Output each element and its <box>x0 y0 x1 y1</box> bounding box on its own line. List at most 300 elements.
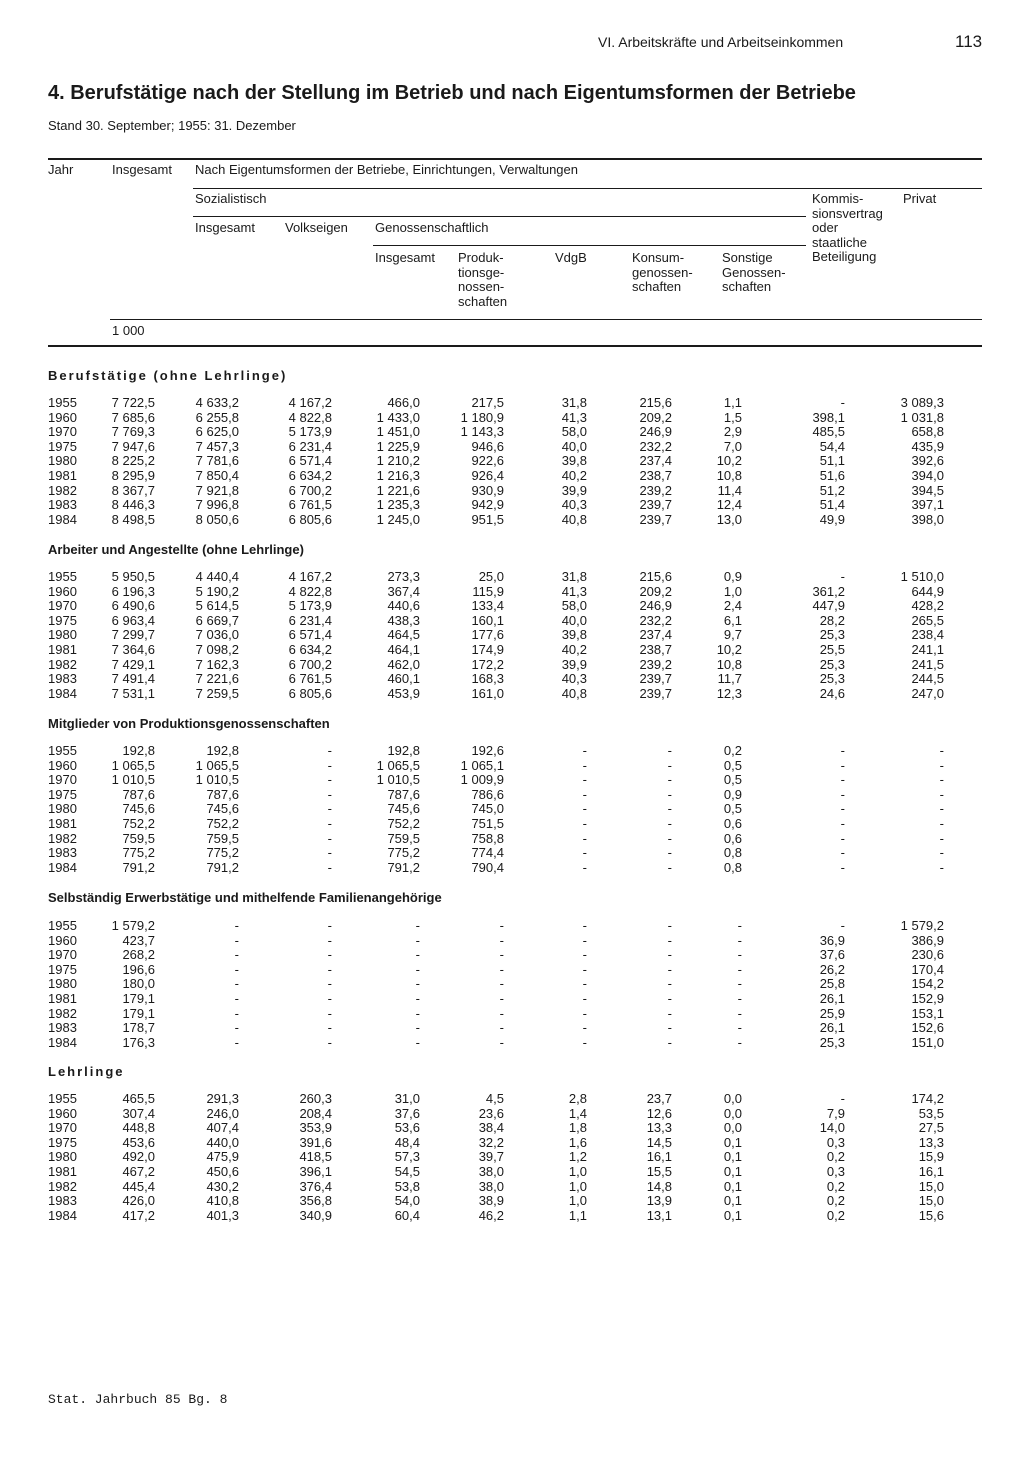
cell-privat: 1 510,0 <box>900 569 944 584</box>
cell-konsumgenossenschaften: 16,1 <box>646 1149 672 1165</box>
cell-produktionsgenossenschaften: 930,9 <box>471 482 504 498</box>
header-unit-rule <box>110 319 982 320</box>
cell-produktionsgenossenschaften: 115,9 <box>472 583 504 599</box>
header-konsumgenossenschaften-line: genossen- <box>632 264 693 280</box>
cell-gen-insgesamt: - <box>415 976 420 992</box>
cell-gen-insgesamt: 791,2 <box>387 859 420 875</box>
cell-kommissionsvertrag: - <box>840 757 845 773</box>
cell-jahr: 1984 <box>48 859 77 875</box>
cell-soz-insgesamt: 775,2 <box>206 845 239 861</box>
cell-sonstige-genossenschaften: 0,6 <box>723 816 742 831</box>
header-kommissionsvertrag <box>812 192 883 265</box>
header-volkseigen: Volkseigen <box>285 220 348 235</box>
cell-privat: 174,2 <box>911 1091 944 1106</box>
cell-privat: 154,2 <box>911 976 944 992</box>
cell-privat: 241,5 <box>911 656 944 672</box>
table-row <box>0 1136 1024 1151</box>
cell-gen-insgesamt: 31,0 <box>394 1091 420 1106</box>
cell-volkseigen: - <box>327 859 332 875</box>
cell-privat: 170,4 <box>911 961 944 977</box>
cell-produktionsgenossenschaften: 751,5 <box>471 816 504 831</box>
cell-soz-insgesamt: 7 036,0 <box>195 627 239 643</box>
cell-vdgb: 39,8 <box>561 453 587 469</box>
cell-kommissionsvertrag: - <box>840 772 845 788</box>
cell-konsumgenossenschaften: 14,8 <box>646 1178 672 1194</box>
table-row <box>0 992 1024 1007</box>
cell-sonstige-genossenschaften: - <box>737 961 742 977</box>
cell-volkseigen: - <box>327 845 332 861</box>
cell-jahr: 1981 <box>48 642 77 657</box>
cell-sonstige-genossenschaften: - <box>737 1020 742 1036</box>
table-row <box>0 1107 1024 1122</box>
cell-produktionsgenossenschaften: 758,8 <box>471 830 504 846</box>
cell-insgesamt: 417,2 <box>122 1207 155 1223</box>
cell-jahr: 1980 <box>48 453 77 469</box>
header-privat: Privat <box>903 191 937 206</box>
table-row <box>0 1209 1024 1224</box>
cell-konsumgenossenschaften: 209,2 <box>639 583 672 599</box>
cell-kommissionsvertrag: 26,1 <box>819 991 845 1006</box>
cell-volkseigen: 376,4 <box>299 1178 332 1194</box>
cell-vdgb: 1,6 <box>568 1134 587 1150</box>
cell-produktionsgenossenschaften: 161,0 <box>471 685 504 701</box>
cell-volkseigen: 208,4 <box>299 1105 332 1121</box>
cell-privat: 241,1 <box>911 642 944 657</box>
cell-vdgb: 2,8 <box>568 1091 587 1106</box>
table-row <box>0 963 1024 978</box>
table-row <box>0 658 1024 673</box>
cell-insgesamt: 448,8 <box>122 1120 155 1136</box>
cell-privat: 392,6 <box>911 453 944 469</box>
cell-insgesamt: 7 429,1 <box>111 656 155 672</box>
cell-produktionsgenossenschaften: 942,9 <box>471 497 504 513</box>
page-number: 113 <box>955 32 983 51</box>
cell-konsumgenossenschaften: 238,7 <box>639 642 672 657</box>
cell-soz-insgesamt: 7 996,8 <box>195 497 239 513</box>
cell-jahr: 1981 <box>48 468 77 483</box>
cell-konsumgenossenschaften: 14,5 <box>646 1134 672 1150</box>
cell-konsumgenossenschaften: - <box>667 845 672 861</box>
cell-soz-insgesamt: 450,6 <box>206 1164 239 1179</box>
cell-konsumgenossenschaften: 232,2 <box>639 612 672 628</box>
table-title: 4. Berufstätige nach der Stellung im Betrieb und nach Eigentumsformen der Betriebe <box>48 82 856 104</box>
cell-kommissionsvertrag: 28,2 <box>819 612 845 628</box>
cell-sonstige-genossenschaften: 0,1 <box>723 1193 742 1209</box>
cell-volkseigen: 6 634,2 <box>288 468 332 483</box>
cell-sonstige-genossenschaften: 0,5 <box>723 757 742 773</box>
section-title: Berufstätige (ohne Lehrlinge) <box>48 368 288 383</box>
table-row <box>0 934 1024 949</box>
table-row <box>0 817 1024 832</box>
cell-sonstige-genossenschaften: 0,0 <box>723 1091 742 1106</box>
cell-sonstige-genossenschaften: 10,2 <box>716 642 742 657</box>
cell-konsumgenossenschaften: 238,7 <box>639 468 672 483</box>
cell-privat: 27,5 <box>918 1120 944 1136</box>
cell-vdgb: - <box>582 801 587 817</box>
cell-privat: 230,6 <box>911 947 944 963</box>
cell-konsumgenossenschaften: - <box>667 1020 672 1036</box>
cell-soz-insgesamt: 6 669,7 <box>195 612 239 628</box>
cell-soz-insgesamt: 410,8 <box>206 1193 239 1209</box>
cell-insgesamt: 6 196,3 <box>111 583 155 599</box>
cell-produktionsgenossenschaften: - <box>499 1020 504 1036</box>
cell-soz-insgesamt: - <box>234 918 239 933</box>
cell-insgesamt: 465,5 <box>122 1091 155 1106</box>
cell-vdgb: - <box>582 991 587 1006</box>
cell-soz-insgesamt: - <box>234 1005 239 1021</box>
header-kommissionsvertrag-line: staatliche <box>812 234 867 250</box>
cell-privat: - <box>939 830 944 846</box>
cell-vdgb: 58,0 <box>561 424 587 440</box>
cell-jahr: 1980 <box>48 801 77 817</box>
cell-soz-insgesamt: - <box>234 991 239 1006</box>
cell-sonstige-genossenschaften: 0,9 <box>723 569 742 584</box>
cell-soz-insgesamt: 192,8 <box>206 743 239 758</box>
cell-soz-insgesamt: 430,2 <box>206 1178 239 1194</box>
table-row <box>0 744 1024 759</box>
cell-vdgb: - <box>582 845 587 861</box>
cell-soz-insgesamt: - <box>234 947 239 963</box>
cell-volkseigen: - <box>327 947 332 963</box>
cell-sonstige-genossenschaften: 0,1 <box>723 1207 742 1223</box>
cell-insgesamt: 445,4 <box>122 1178 155 1194</box>
cell-sonstige-genossenschaften: 0,5 <box>723 772 742 788</box>
cell-konsumgenossenschaften: 237,4 <box>639 627 672 643</box>
cell-konsumgenossenschaften: 15,5 <box>646 1164 672 1179</box>
cell-produktionsgenossenschaften: 4,5 <box>485 1091 504 1106</box>
cell-vdgb: - <box>582 918 587 933</box>
cell-soz-insgesamt: - <box>234 961 239 977</box>
cell-kommissionsvertrag: 24,6 <box>819 685 845 701</box>
cell-produktionsgenossenschaften: 174,9 <box>471 642 504 657</box>
cell-kommissionsvertrag: - <box>840 830 845 846</box>
cell-kommissionsvertrag: - <box>840 859 845 875</box>
cell-insgesamt: 176,3 <box>122 1034 155 1050</box>
cell-gen-insgesamt: 775,2 <box>387 845 420 861</box>
cell-sonstige-genossenschaften: 1,5 <box>723 409 742 425</box>
cell-volkseigen: 6 231,4 <box>288 438 332 454</box>
cell-kommissionsvertrag: 51,6 <box>819 468 845 483</box>
cell-kommissionsvertrag: 0,2 <box>826 1193 845 1209</box>
cell-volkseigen: 4 822,8 <box>288 583 332 599</box>
cell-privat: 151,0 <box>911 1034 944 1050</box>
cell-produktionsgenossenschaften: 951,5 <box>471 511 504 527</box>
cell-privat: 15,9 <box>918 1149 944 1165</box>
cell-konsumgenossenschaften: 239,7 <box>639 511 672 527</box>
table-row <box>0 1092 1024 1107</box>
table-row <box>0 425 1024 440</box>
header-produktionsgenossenschaften-line: nossen- <box>458 279 505 295</box>
cell-soz-insgesamt: 1 010,5 <box>195 772 239 788</box>
cell-konsumgenossenschaften: 232,2 <box>639 438 672 454</box>
cell-insgesamt: 7 531,1 <box>111 685 155 701</box>
cell-volkseigen: 6 571,4 <box>288 453 332 469</box>
cell-gen-insgesamt: 745,6 <box>387 801 420 817</box>
table-row <box>0 454 1024 469</box>
cell-jahr: 1982 <box>48 482 77 498</box>
cell-produktionsgenossenschaften: 922,6 <box>471 453 504 469</box>
cell-jahr: 1955 <box>48 395 77 410</box>
cell-volkseigen: 6 700,2 <box>288 656 332 672</box>
cell-vdgb: 40,0 <box>561 612 587 628</box>
cell-gen-insgesamt: 1 235,3 <box>376 497 420 513</box>
cell-volkseigen: 6 805,6 <box>288 685 332 701</box>
cell-insgesamt: 8 295,9 <box>111 468 155 483</box>
cell-volkseigen: 353,9 <box>299 1120 332 1136</box>
cell-kommissionsvertrag: - <box>840 845 845 861</box>
header-produktionsgenossenschaften-line: tionsge- <box>458 264 505 280</box>
cell-vdgb: 40,0 <box>561 438 587 454</box>
cell-gen-insgesamt: 53,8 <box>394 1178 420 1194</box>
cell-privat: 15,0 <box>918 1193 944 1209</box>
cell-insgesamt: 179,1 <box>122 991 155 1006</box>
cell-sonstige-genossenschaften: 11,4 <box>717 482 742 498</box>
cell-produktionsgenossenschaften: 23,6 <box>478 1105 504 1121</box>
header-konsumgenossenschaften <box>632 251 693 295</box>
cell-gen-insgesamt: 1 010,5 <box>376 772 420 788</box>
cell-produktionsgenossenschaften: 1 065,1 <box>460 757 504 773</box>
cell-privat: - <box>939 859 944 875</box>
cell-gen-insgesamt: - <box>415 1034 420 1050</box>
table-row <box>0 498 1024 513</box>
cell-sonstige-genossenschaften: 0,1 <box>723 1178 742 1194</box>
section-title: Mitglieder von Produktionsgenossenschaften <box>48 716 330 731</box>
cell-vdgb: - <box>582 1034 587 1050</box>
cell-insgesamt: 8 498,5 <box>111 511 155 527</box>
cell-kommissionsvertrag: 49,9 <box>819 511 845 527</box>
cell-jahr: 1970 <box>48 772 77 788</box>
cell-sonstige-genossenschaften: 0,5 <box>723 801 742 817</box>
cell-vdgb: - <box>582 932 587 948</box>
cell-privat: 247,0 <box>911 685 944 701</box>
table-row <box>0 585 1024 600</box>
cell-produktionsgenossenschaften: 217,5 <box>471 395 504 410</box>
cell-gen-insgesamt: 464,5 <box>387 627 420 643</box>
cell-sonstige-genossenschaften: 2,9 <box>723 424 742 440</box>
cell-kommissionsvertrag: 25,3 <box>819 671 845 687</box>
cell-sonstige-genossenschaften: - <box>737 918 742 933</box>
header-jahr: Jahr <box>48 162 74 177</box>
cell-vdgb: 1,0 <box>568 1193 587 1209</box>
cell-konsumgenossenschaften: 215,6 <box>639 395 672 410</box>
cell-jahr: 1983 <box>48 1020 77 1036</box>
section-title: Lehrlinge <box>48 1064 125 1079</box>
header-kommissionsvertrag-line: oder <box>812 220 839 236</box>
cell-soz-insgesamt: 745,6 <box>206 801 239 817</box>
cell-produktionsgenossenschaften: 1 143,3 <box>460 424 504 440</box>
cell-insgesamt: 7 947,6 <box>111 438 155 454</box>
cell-gen-insgesamt: 462,0 <box>387 656 420 672</box>
cell-soz-insgesamt: 7 921,8 <box>195 482 239 498</box>
cell-jahr: 1981 <box>48 1164 77 1179</box>
table-row <box>0 773 1024 788</box>
cell-vdgb: 41,3 <box>561 583 587 599</box>
cell-soz-insgesamt: 752,2 <box>206 816 239 831</box>
cell-konsumgenossenschaften: 13,3 <box>646 1120 672 1136</box>
cell-vdgb: 31,8 <box>561 395 587 410</box>
cell-kommissionsvertrag: 0,2 <box>826 1178 845 1194</box>
cell-produktionsgenossenschaften: 745,0 <box>471 801 504 817</box>
cell-soz-insgesamt: 7 162,3 <box>195 656 239 672</box>
cell-gen-insgesamt: 367,4 <box>387 583 420 599</box>
cell-gen-insgesamt: 466,0 <box>387 395 420 410</box>
cell-volkseigen: 6 571,4 <box>288 627 332 643</box>
table-row <box>0 1007 1024 1022</box>
header-sonstige-genossenschaften <box>722 251 786 295</box>
cell-insgesamt: 5 950,5 <box>111 569 155 584</box>
cell-sonstige-genossenschaften: 1,1 <box>723 395 742 410</box>
cell-konsumgenossenschaften: 12,6 <box>646 1105 672 1121</box>
cell-privat: 1 579,2 <box>900 918 944 933</box>
cell-gen-insgesamt: 37,6 <box>394 1105 420 1121</box>
cell-gen-insgesamt: 752,2 <box>387 816 420 831</box>
cell-jahr: 1984 <box>48 511 77 527</box>
cell-privat: 152,6 <box>911 1020 944 1036</box>
cell-jahr: 1975 <box>48 612 77 628</box>
cell-insgesamt: 791,2 <box>122 859 155 875</box>
cell-produktionsgenossenschaften: - <box>499 1034 504 1050</box>
cell-vdgb: - <box>582 830 587 846</box>
cell-konsumgenossenschaften: - <box>667 947 672 963</box>
cell-produktionsgenossenschaften: - <box>499 976 504 992</box>
cell-sonstige-genossenschaften: 12,3 <box>716 685 742 701</box>
header-soz-insgesamt: Insgesamt <box>195 220 255 235</box>
cell-volkseigen: 6 761,5 <box>288 671 332 687</box>
cell-konsumgenossenschaften: - <box>667 772 672 788</box>
cell-produktionsgenossenschaften: 1 180,9 <box>460 409 504 425</box>
cell-insgesamt: 307,4 <box>122 1105 155 1121</box>
cell-insgesamt: 492,0 <box>122 1149 155 1165</box>
table-row <box>0 599 1024 614</box>
cell-privat: 435,9 <box>911 438 944 454</box>
cell-konsumgenossenschaften: - <box>667 918 672 933</box>
cell-vdgb: 39,9 <box>561 656 587 672</box>
cell-gen-insgesamt: - <box>415 1020 420 1036</box>
cell-privat: - <box>939 801 944 817</box>
cell-konsumgenossenschaften: 209,2 <box>639 409 672 425</box>
cell-konsumgenossenschaften: - <box>667 830 672 846</box>
table-subtitle: Stand 30. September; 1955: 31. Dezember <box>48 118 296 133</box>
running-head: VI. Arbeitskräfte und Arbeitseinkommen <box>598 34 844 50</box>
cell-insgesamt: 453,6 <box>122 1134 155 1150</box>
header-produktionsgenossenschaften <box>458 251 507 309</box>
cell-soz-insgesamt: 7 457,3 <box>195 438 239 454</box>
cell-gen-insgesamt: - <box>415 961 420 977</box>
cell-sonstige-genossenschaften: - <box>737 947 742 963</box>
cell-privat: - <box>939 816 944 831</box>
cell-vdgb: 39,8 <box>561 627 587 643</box>
cell-sonstige-genossenschaften: 10,8 <box>716 656 742 672</box>
table-row <box>0 832 1024 847</box>
cell-soz-insgesamt: 7 850,4 <box>195 468 239 483</box>
cell-privat: 53,5 <box>918 1105 944 1121</box>
cell-jahr: 1980 <box>48 627 77 643</box>
cell-jahr: 1960 <box>48 932 77 948</box>
cell-volkseigen: - <box>327 932 332 948</box>
header-rule-2 <box>193 216 806 217</box>
cell-gen-insgesamt: 48,4 <box>394 1134 420 1150</box>
cell-soz-insgesamt: - <box>234 976 239 992</box>
cell-privat: 153,1 <box>911 1005 944 1021</box>
cell-soz-insgesamt: 8 050,6 <box>195 511 239 527</box>
cell-vdgb: - <box>582 947 587 963</box>
cell-vdgb: 1,4 <box>568 1105 587 1121</box>
cell-produktionsgenossenschaften: - <box>499 947 504 963</box>
table-row <box>0 861 1024 876</box>
header-produktionsgenossenschaften-line: Produk- <box>458 250 504 265</box>
cell-gen-insgesamt: 53,6 <box>394 1120 420 1136</box>
cell-insgesamt: 1 065,5 <box>111 757 155 773</box>
section-title: Arbeiter und Angestellte (ohne Lehrlinge) <box>48 542 304 557</box>
cell-privat: 3 089,3 <box>900 395 944 410</box>
cell-gen-insgesamt: 1 245,0 <box>376 511 420 527</box>
cell-vdgb: 1,8 <box>568 1120 587 1136</box>
cell-volkseigen: - <box>327 976 332 992</box>
cell-privat: 644,9 <box>911 583 944 599</box>
cell-gen-insgesamt: - <box>415 932 420 948</box>
cell-produktionsgenossenschaften: - <box>499 991 504 1006</box>
cell-insgesamt: 775,2 <box>122 845 155 861</box>
cell-konsumgenossenschaften: - <box>667 757 672 773</box>
cell-konsumgenossenschaften: 239,7 <box>639 671 672 687</box>
cell-produktionsgenossenschaften: 172,2 <box>471 656 504 672</box>
cell-volkseigen: 5 173,9 <box>288 424 332 440</box>
cell-soz-insgesamt: 407,4 <box>206 1120 239 1136</box>
cell-kommissionsvertrag: - <box>840 1091 845 1106</box>
table-row <box>0 977 1024 992</box>
cell-sonstige-genossenschaften: 0,0 <box>723 1120 742 1136</box>
cell-jahr: 1960 <box>48 1105 77 1121</box>
header-bottom-rule <box>48 345 982 347</box>
cell-soz-insgesamt: 475,9 <box>206 1149 239 1165</box>
cell-jahr: 1970 <box>48 1120 77 1136</box>
cell-soz-insgesamt: 401,3 <box>206 1207 239 1223</box>
cell-gen-insgesamt: - <box>415 991 420 1006</box>
cell-kommissionsvertrag: - <box>840 786 845 802</box>
cell-konsumgenossenschaften: - <box>667 786 672 802</box>
cell-insgesamt: 180,0 <box>122 976 155 992</box>
cell-sonstige-genossenschaften: 10,8 <box>716 468 742 483</box>
cell-privat: 394,5 <box>911 482 944 498</box>
cell-sonstige-genossenschaften: 11,7 <box>717 671 742 687</box>
cell-privat: 394,0 <box>911 468 944 483</box>
cell-kommissionsvertrag: 0,2 <box>826 1149 845 1165</box>
cell-sonstige-genossenschaften: 7,0 <box>723 438 742 454</box>
cell-jahr: 1982 <box>48 1178 77 1194</box>
cell-soz-insgesamt: 7 221,6 <box>195 671 239 687</box>
cell-volkseigen: 6 231,4 <box>288 612 332 628</box>
cell-jahr: 1980 <box>48 976 77 992</box>
cell-gen-insgesamt: - <box>415 947 420 963</box>
cell-produktionsgenossenschaften: 38,4 <box>478 1120 504 1136</box>
table-row <box>0 1180 1024 1195</box>
header-genossenschaftlich: Genossenschaftlich <box>375 220 489 235</box>
header-kommissionsvertrag-line: Beteiligung <box>812 249 877 265</box>
cell-soz-insgesamt: 291,3 <box>206 1091 239 1106</box>
cell-vdgb: - <box>582 816 587 831</box>
cell-vdgb: - <box>582 743 587 758</box>
table-row <box>0 1121 1024 1136</box>
cell-produktionsgenossenschaften: 192,6 <box>471 743 504 758</box>
cell-kommissionsvertrag: 36,9 <box>819 932 845 948</box>
cell-jahr: 1983 <box>48 1193 77 1209</box>
cell-gen-insgesamt: 438,3 <box>387 612 420 628</box>
cell-vdgb: 40,8 <box>561 685 587 701</box>
cell-jahr: 1955 <box>48 1091 77 1106</box>
header-nach-eigentumsformen: Nach Eigentumsformen der Betriebe, Einrichtungen, Verwaltungen <box>195 162 578 177</box>
header-sonstige-genossenschaften-line: Sonstige <box>722 250 773 265</box>
cell-kommissionsvertrag: 0,3 <box>826 1134 845 1150</box>
